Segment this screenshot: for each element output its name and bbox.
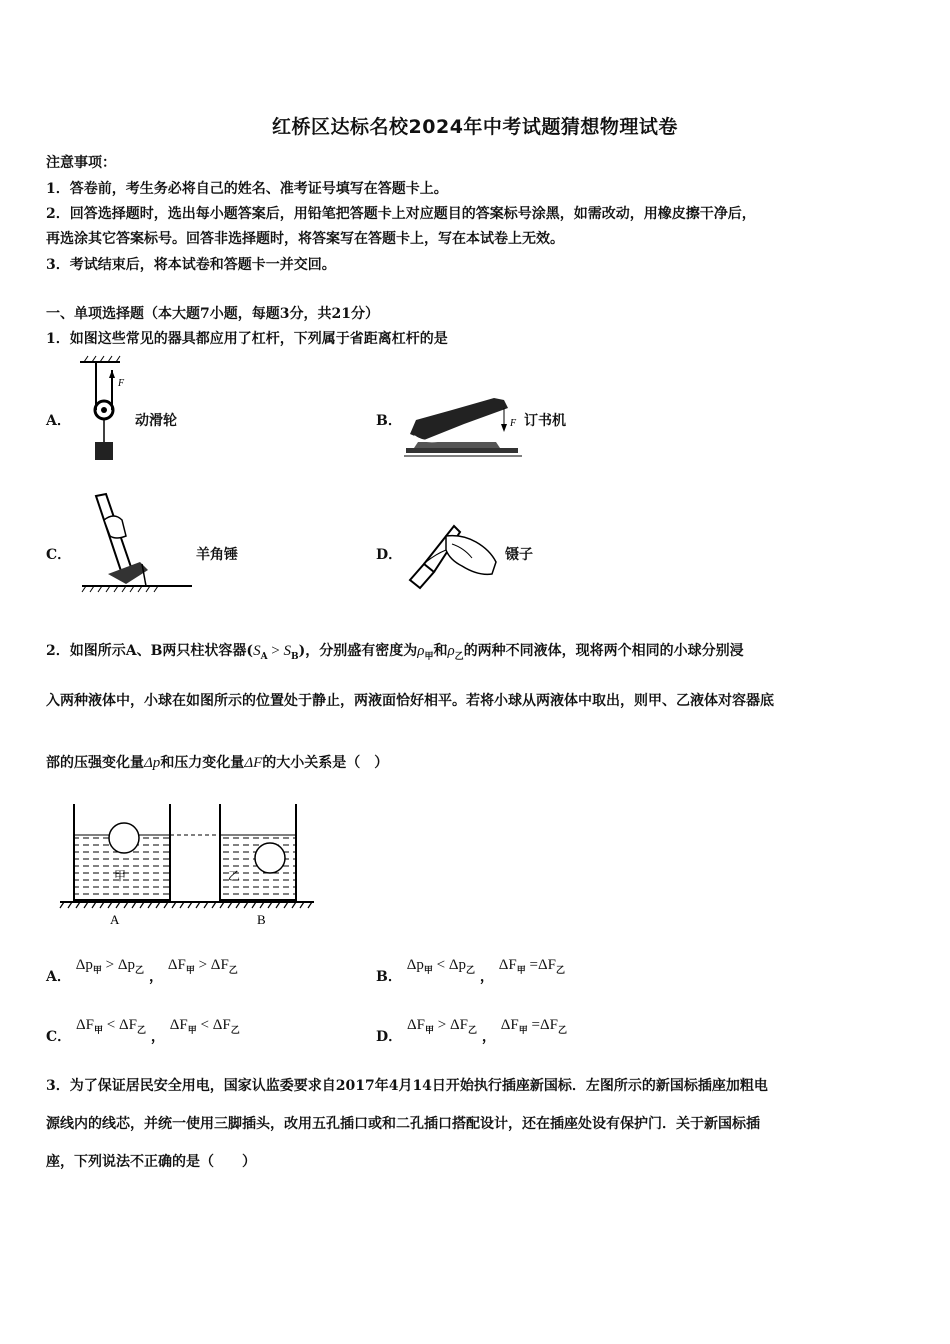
- q1-option-a-letter: A．: [46, 413, 71, 429]
- q1-option-c-letter: C．: [46, 547, 72, 563]
- page-title: 红桥区达标名校2024年中考试题猜想物理试卷: [272, 116, 678, 138]
- density-jia: ρ: [417, 643, 425, 659]
- q1-stem: 1．如图这些常见的器具都应用了杠杆，下列属于省距离杠杆的是: [46, 331, 448, 347]
- q1-option-d-letter: D．: [376, 547, 403, 563]
- liquid-yi-label: 乙: [228, 869, 241, 883]
- ball-a: [109, 823, 139, 853]
- container-b-label: B: [257, 912, 266, 927]
- claw-hammer-figure: [82, 492, 194, 596]
- q2-stem-line2: 入两种液体中，小球在如图所示的位置处于静止，两液面恰好相平。若将小球从两液体中取出，则甲、乙液体对容器底: [46, 693, 774, 709]
- notice-heading: 注意事项：: [46, 155, 116, 171]
- force-label: F: [510, 418, 517, 429]
- stapler-figure: [404, 390, 524, 458]
- density-yi: ρ: [447, 643, 455, 659]
- q1-option-c-label: 羊角锤: [196, 547, 238, 563]
- ball-b: [255, 843, 285, 873]
- q1-option-b-label: 订书机: [524, 413, 566, 429]
- notice-item: 1．答卷前，考生务必将自己的姓名、准考证号填写在答题卡上。: [46, 181, 448, 197]
- liquid-jia-label: 甲: [114, 869, 127, 883]
- section-heading: 一、单项选择题（本大题7小题，每题3分，共21分）: [46, 306, 379, 322]
- q2-option-c: C． $\Delta F_甲 < \Delta F_乙$ ， $\Delta F_甲 < \Delta F_乙$: [46, 1017, 240, 1045]
- q3-stem-line: 源线内的线芯，并统一使用三脚插头，改用五孔插口或和二孔插口搭配设计，还在插座处设有保护门．关于新国标插: [46, 1116, 760, 1132]
- q3-stem-line: 座，下列说法不正确的是（ ）: [46, 1154, 256, 1170]
- containers-figure: [52, 800, 322, 930]
- q2-stem-line3: 部的压强变化量Δp和压力变化量ΔF的大小关系是（ ）: [46, 755, 389, 771]
- q1-option-b-letter: B．: [376, 413, 402, 429]
- pressure-change: Δp: [144, 755, 161, 771]
- q2-option-a: A． $\Delta p_甲 > \Delta p_乙$ ， $\Delta F_甲 > \Delta F_乙$: [46, 957, 238, 985]
- area-b: S: [283, 643, 292, 659]
- container-a-label: A: [110, 912, 120, 927]
- q2-stem-line1: 2．如图所示A、B两只柱状容器$(S_A > S_B)$，分别盛有密度为$\rho_甲$和$\rho_乙$的两种不同液体，现将两个相同的小球分别浸: [46, 643, 744, 662]
- force-label: F: [118, 378, 125, 389]
- tweezers-figure: [406, 514, 502, 592]
- area-a: S: [253, 643, 261, 659]
- notice-item: 3．考试结束后，将本试卷和答题卡一并交回。: [46, 257, 336, 273]
- q3-stem-line: 3．为了保证居民安全用电，国家认监委要求自2017年4月14日开始执行插座新国标．左图所示的新国标插座加粗电: [46, 1078, 768, 1094]
- q2-option-b: B． $\Delta p_甲 < \Delta p_乙$ ， $\Delta F_甲 =\Delta F_乙$: [376, 957, 566, 985]
- q1-option-a-label: 动滑轮: [135, 413, 177, 429]
- force-change: ΔF: [244, 755, 263, 771]
- notice-item: 再选涂其它答案标号。回答非选择题时，将答案写在答题卡上，写在本试卷上无效。: [46, 231, 564, 247]
- q2-option-d: D． $\Delta F_甲 > \Delta F_乙$ ， $\Delta F_甲 =\Delta F_乙$: [376, 1017, 568, 1045]
- notice-item: 2．回答选择题时，选出每小题答案后，用铅笔把答题卡上对应题目的答案标号涂黑，如需改动，用橡皮擦干净后，: [46, 206, 756, 222]
- q1-option-d-label: 镊子: [505, 547, 533, 563]
- movable-pulley-figure: [78, 356, 138, 464]
